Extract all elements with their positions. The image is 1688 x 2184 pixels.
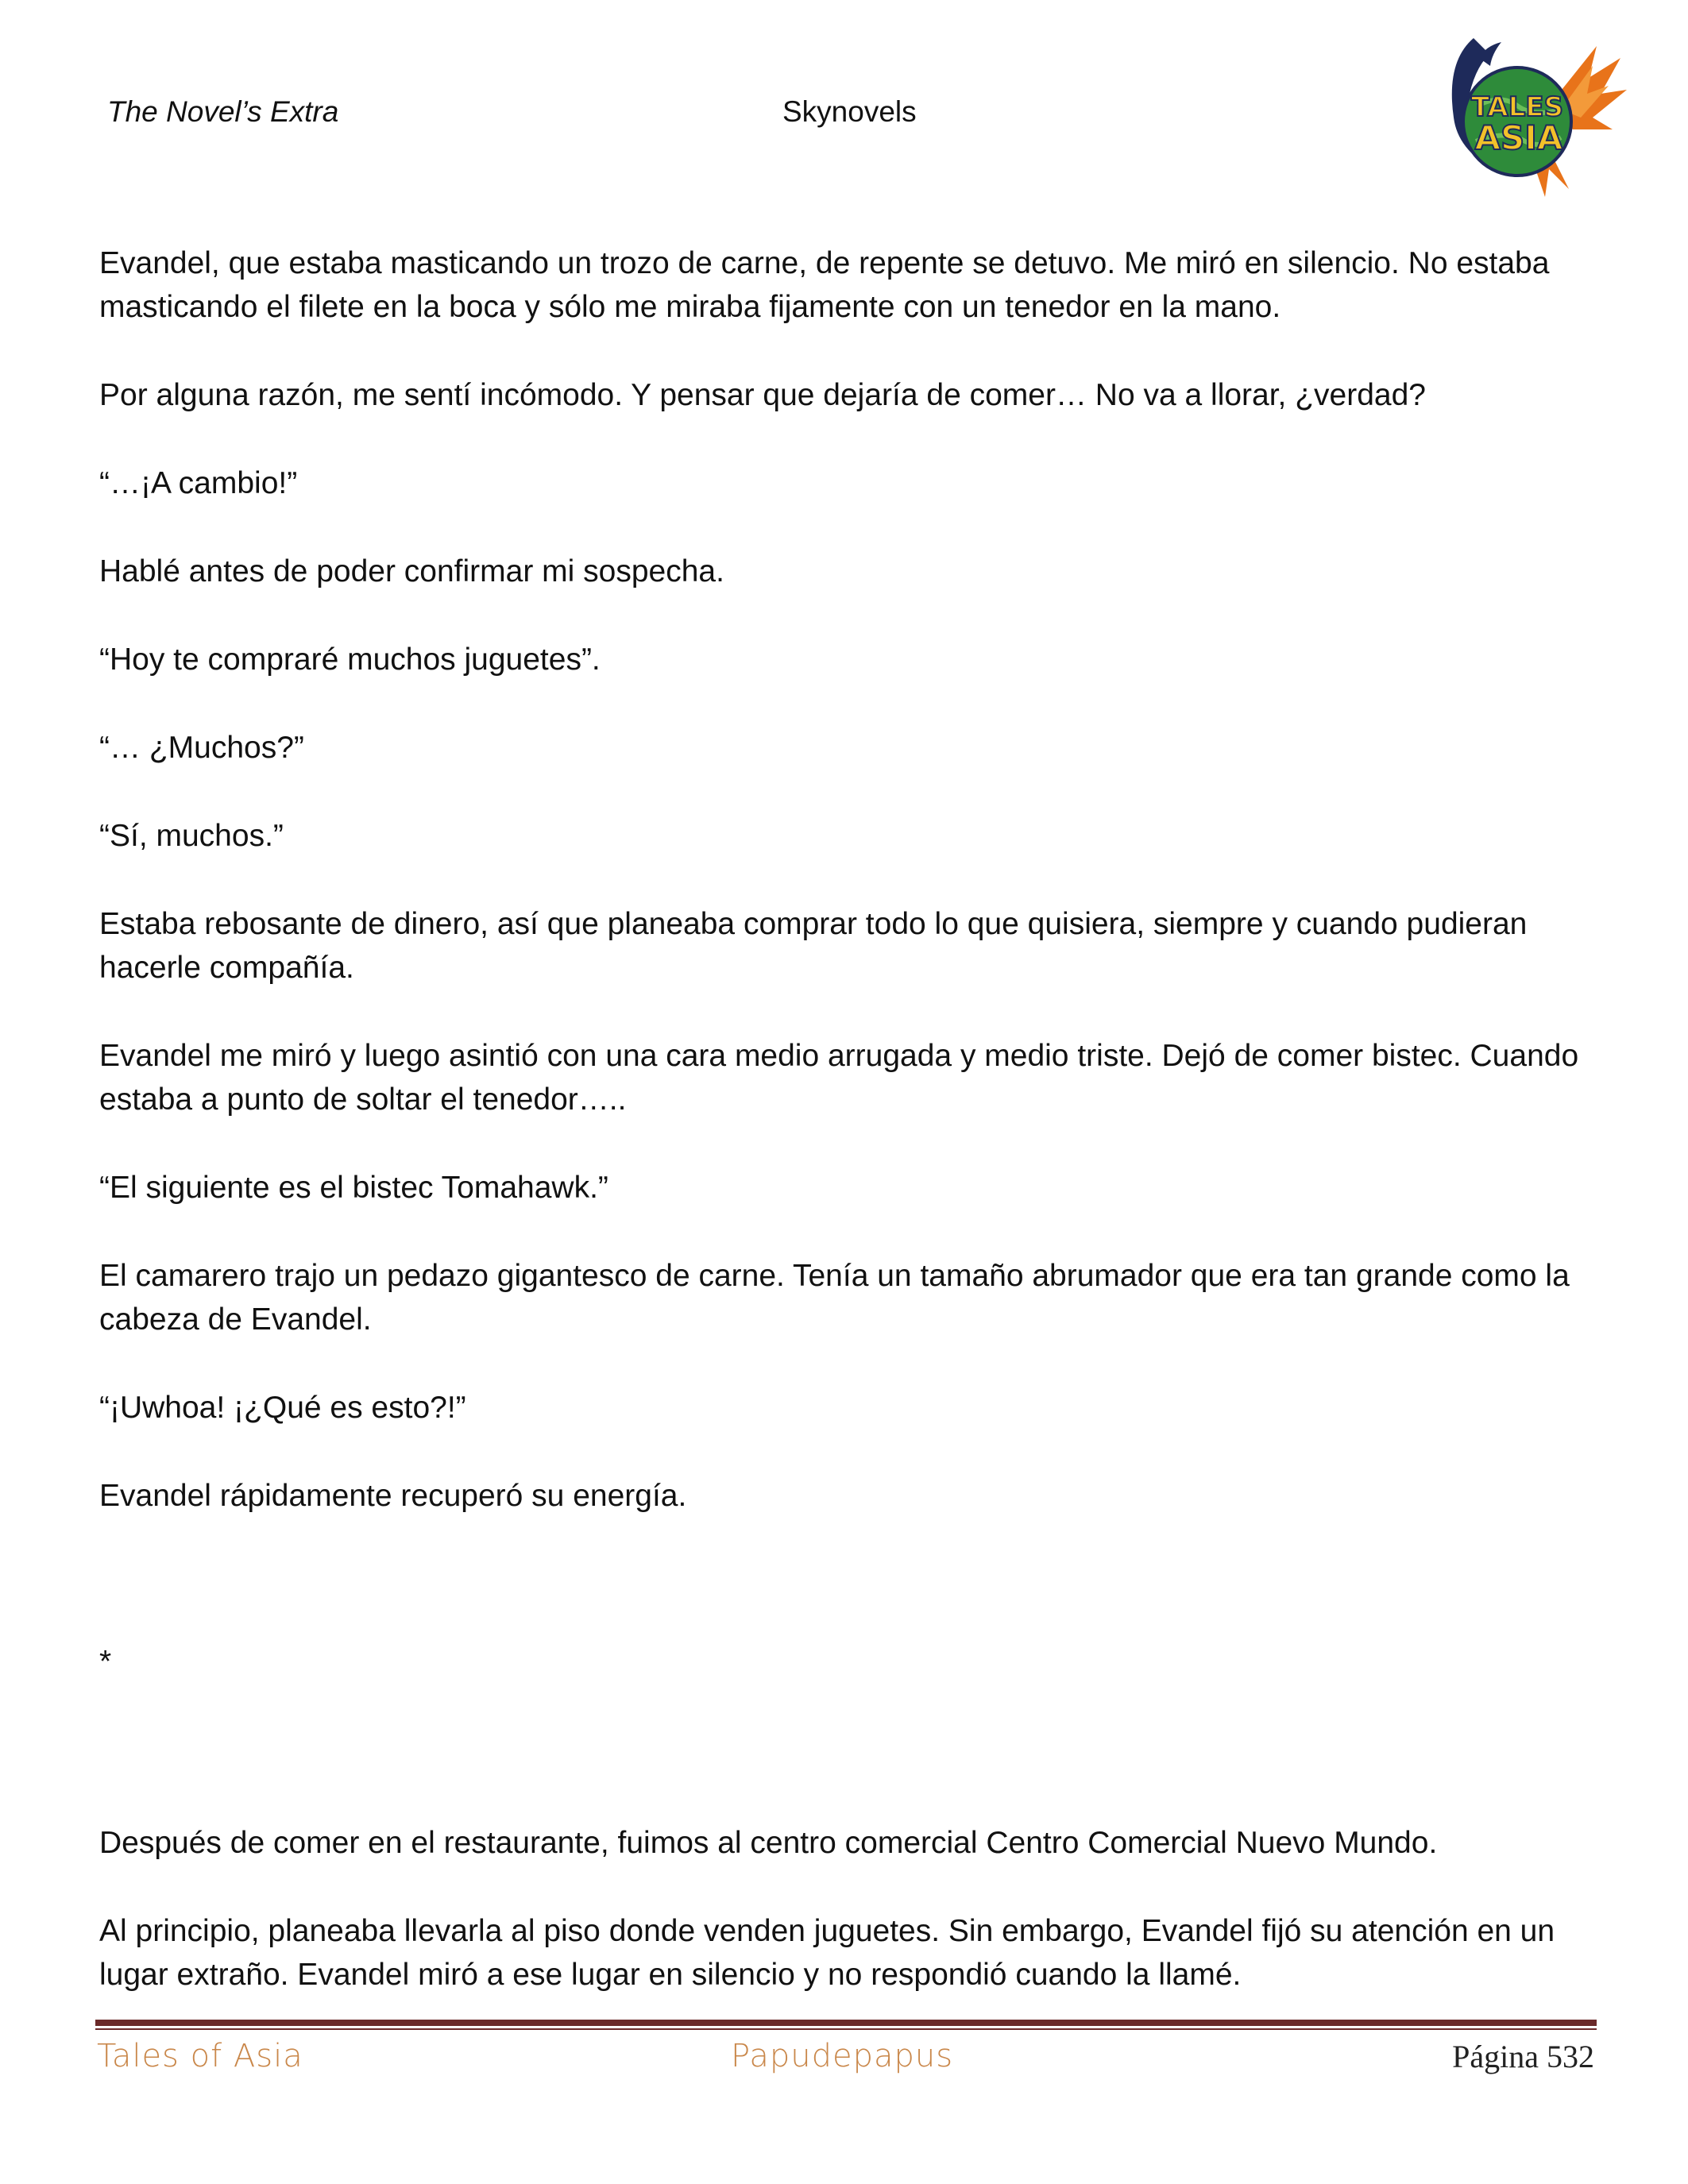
header-site-name: Skynovels — [782, 95, 917, 128]
footer-publisher: Tales of Asia — [97, 2038, 303, 2074]
paragraph: El camarero trajo un pedazo gigantesco de carne. Tenía un tamaño abrumador que era tan grande como la cabeza de Evandel. — [99, 1259, 1570, 1337]
paragraph: Evandel me miró y luego asintió con una cara medio arrugada y medio triste. Dejó de comer bistec. Cuando estaba a punto de soltar el tenedor….. — [99, 1039, 1579, 1117]
header-book-title: The Novel’s Extra — [107, 95, 339, 128]
paragraph: “Hoy te compraré muchos juguetes”. — [99, 642, 601, 677]
logo-text-bottom: ASIA — [1474, 118, 1563, 157]
paragraph: Evandel rápidamente recuperó su energía. — [99, 1479, 687, 1513]
paragraph: “El siguiente es el bistec Tomahawk.” — [99, 1171, 608, 1205]
paragraph: Evandel, que estaba masticando un trozo de carne, de repente se detuvo. Me miró en silencio. No estaba masticando el filete en la boca y sólo me miraba fijamente con un tenedor en la mano. — [99, 246, 1550, 324]
paragraph: Al principio, planeaba llevarla al piso donde venden juguetes. Sin embargo, Evandel fijó su atención en un lugar extraño. Evandel miró a ese lugar en silencio y no respondió cuando la llamé. — [99, 1914, 1555, 1992]
footer-rule-thin — [95, 2028, 1597, 2030]
paragraph: Hablé antes de poder confirmar mi sospecha. — [99, 554, 724, 588]
paragraph: “Sí, muchos.” — [99, 819, 284, 853]
footer-page-number: Página 532 — [1452, 2039, 1594, 2074]
paragraph: Por alguna razón, me sentí incómodo. Y pensar que dejaría de comer… No va a llorar, ¿verdad? — [99, 378, 1426, 412]
paragraph: “…¡A cambio!” — [99, 466, 298, 500]
chapter-body-continued — [99, 1821, 1593, 2041]
paragraph: Después de comer en el restaurante, fuimos al centro comercial Centro Comercial Nuevo Mundo. — [99, 1826, 1438, 1860]
paragraph: “… ¿Muchos?” — [99, 731, 304, 765]
tales-of-asia-logo-icon — [1430, 30, 1628, 201]
paragraph: “¡Uwhoa! ¡¿Qué es esto?!” — [99, 1391, 466, 1425]
logo-text-top: TALES — [1470, 91, 1564, 123]
footer-rule — [95, 2020, 1597, 2026]
footer-translator: Papudepapus — [731, 2038, 954, 2074]
chapter-body — [99, 241, 1593, 1562]
paragraph: Estaba rebosante de dinero, así que planeaba comprar todo lo que quisiera, siempre y cuando pudieran hacerle compañía. — [99, 907, 1528, 985]
scene-separator: * — [99, 1645, 112, 1679]
